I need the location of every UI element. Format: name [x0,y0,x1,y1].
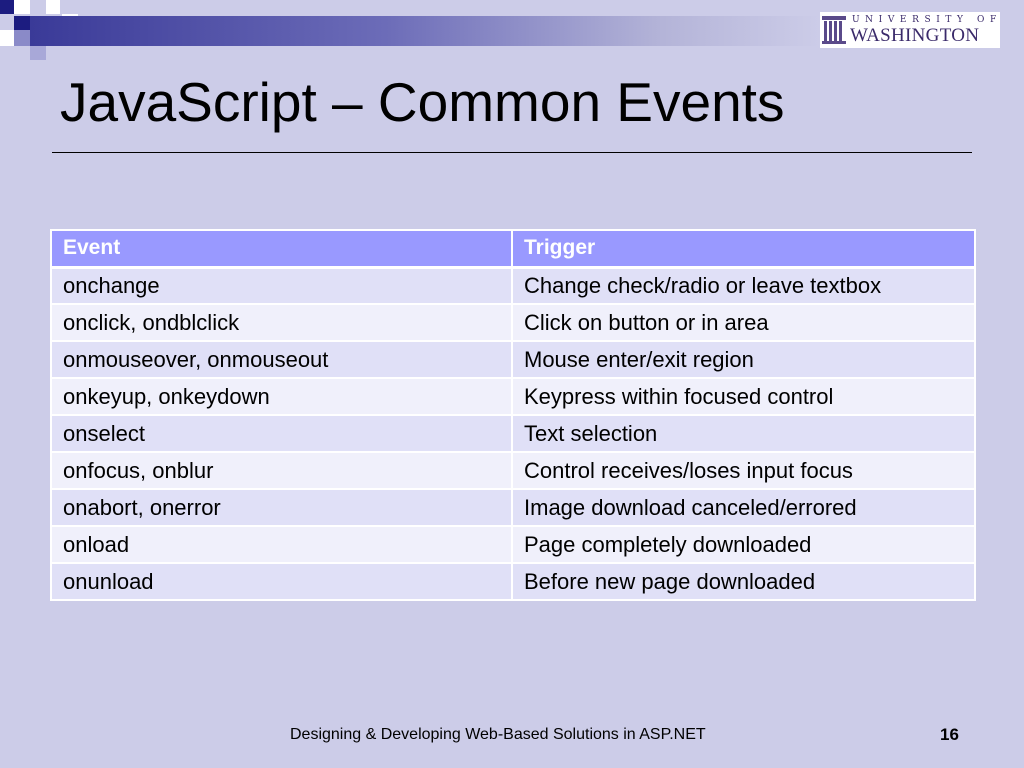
event-cell: onfocus, onblur [51,452,512,489]
table-row [51,267,975,304]
events-table [50,229,976,601]
table-row [51,452,975,489]
table-row [51,378,975,415]
trigger-cell: Mouse enter/exit region [512,341,975,378]
pillar-icon [822,16,846,44]
table-row [51,563,975,600]
header-gradient-bar [30,16,820,46]
table-row [51,526,975,563]
decorative-square [46,0,60,14]
university-logo [820,12,1000,48]
trigger-cell: Change check/radio or leave textbox [512,267,975,304]
table-row [51,415,975,452]
column-header-trigger: Trigger [512,230,975,267]
footer-course-title: Designing & Developing Web-Based Solutions in ASP.NET [290,726,706,743]
event-cell: onload [51,526,512,563]
slide-title: JavaScript – Common Events [60,71,785,133]
decorative-square [0,30,14,46]
trigger-cell: Page completely downloaded [512,526,975,563]
trigger-cell: Text selection [512,415,975,452]
table-row [51,489,975,526]
decorative-square [14,30,30,46]
trigger-cell: Keypress within focused control [512,378,975,415]
event-cell: onselect [51,415,512,452]
column-header-event: Event [51,230,512,267]
logo-university-text: UNIVERSITY OF [852,15,1002,25]
table-row [51,304,975,341]
trigger-cell: Control receives/loses input focus [512,452,975,489]
trigger-cell: Before new page downloaded [512,563,975,600]
event-cell: onmouseover, onmouseout [51,341,512,378]
event-cell: onclick, ondblclick [51,304,512,341]
table-header-row [51,230,975,267]
title-divider [52,152,972,153]
decorative-square [30,46,46,60]
page-number: 16 [940,725,959,744]
event-cell: onkeyup, onkeydown [51,378,512,415]
event-cell: onunload [51,563,512,600]
decorative-square [14,16,30,30]
decorative-square [14,0,30,14]
trigger-cell: Click on button or in area [512,304,975,341]
decorative-square [0,0,14,14]
logo-washington-text: WASHINGTON [850,25,980,46]
trigger-cell: Image download canceled/errored [512,489,975,526]
event-cell: onchange [51,267,512,304]
table-row [51,341,975,378]
event-cell: onabort, onerror [51,489,512,526]
